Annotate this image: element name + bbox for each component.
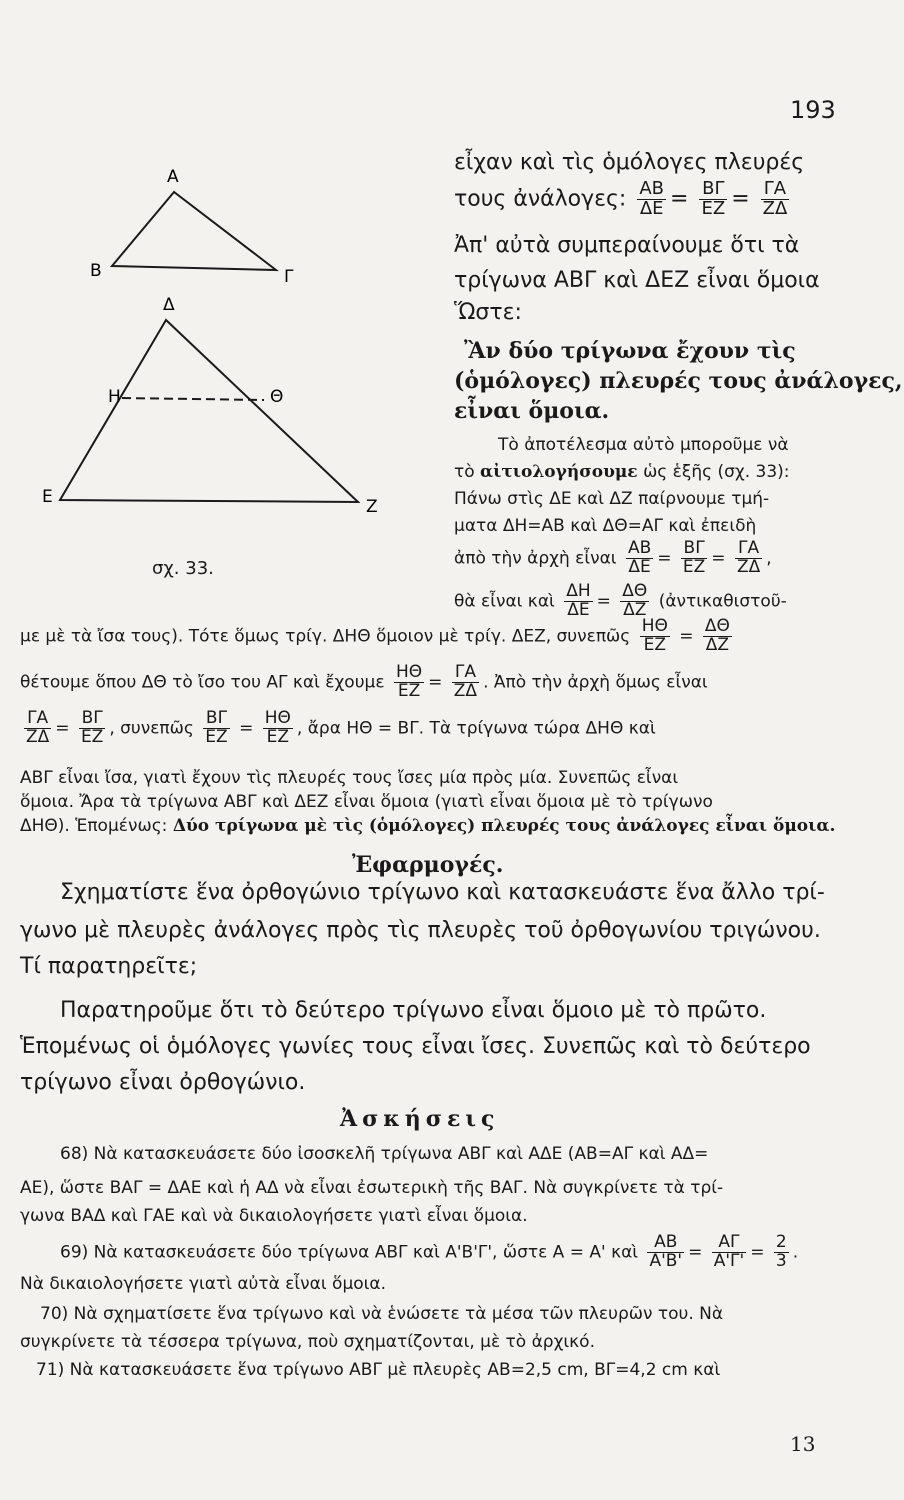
fw-line-2: θέτουμε ὅπου ΔΘ τὸ ἴσο του ΑΓ καὶ ἔχουμε $\frac{H\Theta}{EZ}$ = $\frac{\Gamma A}{Z\Delta}$ . Ἀπὸ τὴν ἀρχὴ ὅμως εἶναι: [20, 662, 708, 701]
ex70-line-1: 70) Νὰ σχηματίσετε ἕνα τρίγωνο καὶ νὰ ἑνώσετε τὰ μέσα τῶν πλευρῶν του. Νὰ: [40, 1304, 724, 1324]
fw-line-1: με μὲ τὰ ἴσα τους). Τότε ὅμως τρίγ. ΔΗΘ ὅμοιον μὲ τρίγ. ΔΕΖ, συνεπῶς $\frac{H\Theta}{EZ}$ = $\frac{\Delta\Theta}{\Delta Z}$: [20, 616, 730, 655]
segment-h-th: [122, 398, 264, 400]
fw-line-3: $\frac{\Gamma A}{Z\Delta}$ = $\frac{B\Gamma}{EZ}$ , συνεπῶς $\frac{B\Gamma}{EZ}$ = $\frac{H\Theta}{EZ}$ , ἄρα ΗΘ = ΒΓ. Τὰ τρίγωνα τώρα ΔΗΘ καὶ: [26, 708, 656, 747]
theorem-line-2: (ὁμόλογες) πλευρές τους ἀνάλογες,: [454, 368, 903, 394]
theorem-line-1: Ἂν δύο τρίγωνα ἔχουν τὶς: [464, 338, 796, 364]
ex69-line-1: 69) Νὰ κατασκευάσετε δύο τρίγωνα ΑΒΓ καὶ Α'Β'Γ', ὥστε Α = Α' καὶ $\frac{AB}{A'B'}$ = $\frac{A\Gamma}{A'\Gamma'}$ = $\frac{2}{3}$ .: [60, 1232, 799, 1271]
label-e: Ε: [42, 487, 53, 507]
footer-page-number: 13: [790, 1432, 816, 1456]
rc-line-3: Ἀπ' αὐτὰ συμπεραίνουμε ὅτι τὰ: [454, 233, 800, 258]
fw-line-5: ὅμοια. Ἄρα τὰ τρίγωνα ΑΒΓ καὶ ΔΕΖ εἶναι ὅμοια (γιατὶ εἶναι ὅμοια μὲ τὸ τρίγωνο: [20, 792, 713, 812]
proof-line-5: ἀπὸ τὴν ἀρχὴ εἶναι $\frac{AB}{\Delta E}$ = $\frac{B\Gamma}{EZ}$ = $\frac{\Gamma A}{Z\Delta}$ ,: [454, 538, 772, 577]
app-q-line-3: Τί παρατηρεῖτε;: [20, 954, 198, 979]
proof-line-3: Πάνω στὶς ΔΕ καὶ ΔΖ παίρνουμε τμή-: [454, 489, 770, 509]
ex70-line-2: συγκρίνετε τὰ τέσσερα τρίγωνα, ποὺ σχηματίζονται, μὲ τὸ ἀρχικό.: [20, 1332, 595, 1352]
figure-caption: σχ. 33.: [152, 558, 214, 579]
label-b: Β: [90, 261, 102, 281]
applications-heading: Ἐφαρμογές.: [352, 852, 504, 878]
proof-line-6: θὰ εἶναι καὶ $\frac{\Delta H}{\Delta E}$ = $\frac{\Delta\Theta}{\Delta Z}$ (ἀντικαθιστοῦ-: [454, 581, 787, 620]
fw-line-4: ΑΒΓ εἶναι ἴσα, γιατὶ ἔχουν τὶς πλευρές τους ἴσες μία πρὸς μία. Συνεπῶς εἶναι: [20, 768, 679, 788]
label-z: Ζ: [366, 497, 378, 517]
label-a: Α: [167, 167, 179, 187]
label-h: Η: [108, 387, 121, 407]
proof-line-1: Τὸ ἀποτέλεσμα αὐτὸ μποροῦμε νὰ: [498, 435, 789, 455]
ex69-line-2: Νὰ δικαιολογήσετε γιατὶ αὐτὰ εἶναι ὅμοια.: [20, 1274, 387, 1294]
label-d: Δ: [163, 295, 175, 315]
exercises-heading: Ἀσκήσεις: [340, 1106, 500, 1132]
app-a-line-1: Παρατηροῦμε ὅτι τὸ δεύτερο τρίγωνο εἶναι ὅμοιο μὲ τὸ πρῶτο.: [60, 998, 767, 1023]
app-a-line-2: Ἑπομένως οἱ ὁμόλογες γωνίες τους εἶναι ἴσες. Συνεπῶς καὶ τὸ δεύτερο: [20, 1034, 811, 1059]
ex68-line-1: 68) Νὰ κατασκευάσετε δύο ἰσοσκελῆ τρίγωνα ΑΒΓ καὶ ΑΔΕ (ΑΒ=ΑΓ καὶ ΑΔ=: [60, 1144, 709, 1164]
label-th: Θ: [270, 387, 284, 407]
app-q-line-2: γωνο μὲ πλευρὲς ἀνάλογες πρὸς τὶς πλευρὲς τοῦ ὀρθογωνίου τριγώνου.: [20, 918, 821, 943]
fw-line-6: ΔΗΘ). Ἑπομένως: Δύο τρίγωνα μὲ τὶς (ὁμόλογες) πλευρές τους ἀνάλογες εἶναι ὅμοια.: [20, 816, 836, 836]
ex71-line-1: 71) Νὰ κατασκευάσετε ἕνα τρίγωνο ΑΒΓ μὲ πλευρὲς ΑΒ=2,5 cm, ΒΓ=4,2 cm καὶ: [36, 1360, 721, 1380]
triangle-dez: [60, 320, 358, 502]
triangle-abg: [112, 192, 276, 270]
triangle-figure: [40, 160, 400, 540]
theorem-line-3: εἶναι ὅμοια.: [454, 398, 610, 424]
page-number: 193: [790, 96, 836, 124]
app-q-line-1: Σχηματίστε ἕνα ὀρθογώνιο τρίγωνο καὶ κατασκευάστε ἕνα ἄλλο τρί-: [60, 880, 825, 905]
proof-line-2: τὸ αἰτιολογήσουμε ὡς ἑξῆς (σχ. 33):: [454, 462, 790, 482]
ex68-line-2: ΑΕ), ὥστε ΒΑΓ = ΔΑΕ καὶ ἡ ΑΔ νὰ εἶναι ἐσωτερικὴ τῆς ΒΑΓ. Νὰ συγκρίνετε τὰ τρί-: [20, 1178, 724, 1198]
rc-line-4: τρίγωνα ΑΒΓ καὶ ΔΕΖ εἶναι ὅμοια: [454, 268, 820, 293]
proof-line-4: ματα ΔΗ=ΑΒ καὶ ΔΘ=ΑΓ καὶ ἐπειδὴ: [454, 516, 757, 536]
ex68-line-3: γωνα ΒΑΔ καὶ ΓΑΕ καὶ νὰ δικαιολογήσετε γιατὶ εἶναι ὅμοια.: [20, 1206, 528, 1226]
rc-line-2: τους ἀνάλογες: $\frac{AB}{\Delta E}$ = $\frac{B\Gamma}{EZ}$ = $\frac{\Gamma A}{Z\Delta}$: [454, 178, 788, 219]
rc-line-1: εἶχαν καὶ τὶς ὁμόλογες πλευρές: [454, 150, 805, 175]
rc-line-5: Ὥστε:: [454, 300, 522, 325]
label-g: Γ: [284, 267, 294, 287]
app-a-line-3: τρίγωνο εἶναι ὀρθογώνιο.: [20, 1070, 306, 1095]
